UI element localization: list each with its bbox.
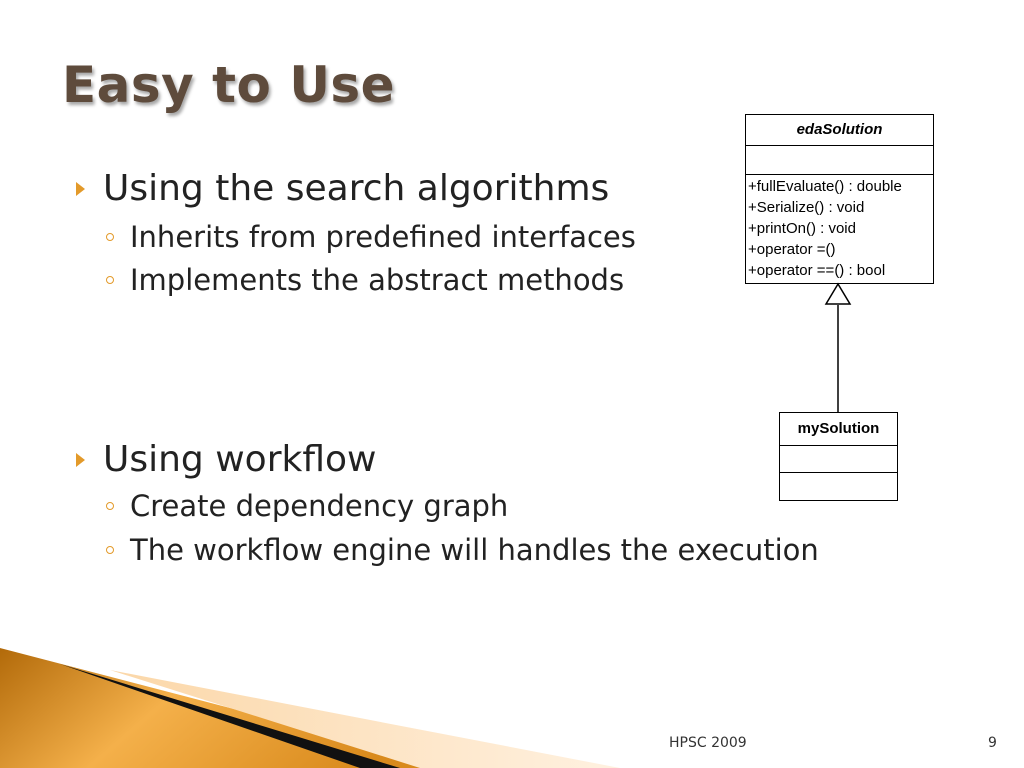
uml-method: +Serialize() : void bbox=[748, 199, 865, 216]
ring-icon bbox=[106, 546, 114, 554]
uml-method: +fullEvaluate() : double bbox=[748, 178, 902, 195]
uml-class-parent bbox=[745, 114, 934, 284]
uml-class-child bbox=[779, 412, 898, 501]
uml-methods-section bbox=[746, 175, 933, 282]
sub-bullet-text: The workflow engine will handles the execution bbox=[130, 533, 819, 567]
ring-icon bbox=[106, 233, 114, 241]
triangle-right-icon bbox=[76, 453, 85, 467]
bullet-item bbox=[76, 439, 376, 480]
decorative-swoosh bbox=[0, 640, 620, 768]
uml-class-name: edaSolution bbox=[746, 115, 933, 146]
sub-bullet-text: Implements the abstract methods bbox=[130, 263, 625, 297]
sub-bullet-item bbox=[106, 489, 508, 523]
sub-bullet-item bbox=[106, 533, 819, 567]
footer-text: HPSC 2009 bbox=[669, 735, 747, 751]
bullet-item bbox=[76, 168, 609, 209]
uml-attributes-section bbox=[746, 146, 933, 175]
uml-class-name: mySolution bbox=[780, 413, 897, 446]
page-number: 9 bbox=[988, 735, 997, 751]
uml-method: +operator ==() : bool bbox=[748, 262, 886, 279]
inheritance-triangle-icon bbox=[826, 284, 850, 304]
sub-bullet-item bbox=[106, 263, 624, 297]
uml-method: +operator =() bbox=[748, 241, 836, 258]
sub-bullet-text: Create dependency graph bbox=[130, 489, 509, 523]
ring-icon bbox=[106, 276, 114, 284]
uml-attributes-section bbox=[780, 446, 897, 473]
bullet-text: Using the search algorithms bbox=[103, 168, 610, 209]
slide-title: Easy to Use bbox=[62, 56, 396, 114]
triangle-right-icon bbox=[76, 182, 85, 196]
sub-bullet-text: Inherits from predefined interfaces bbox=[130, 220, 636, 254]
sub-bullet-item bbox=[106, 220, 636, 254]
bullet-text: Using workflow bbox=[103, 439, 377, 480]
ring-icon bbox=[106, 502, 114, 510]
uml-method: +printOn() : void bbox=[748, 220, 856, 237]
